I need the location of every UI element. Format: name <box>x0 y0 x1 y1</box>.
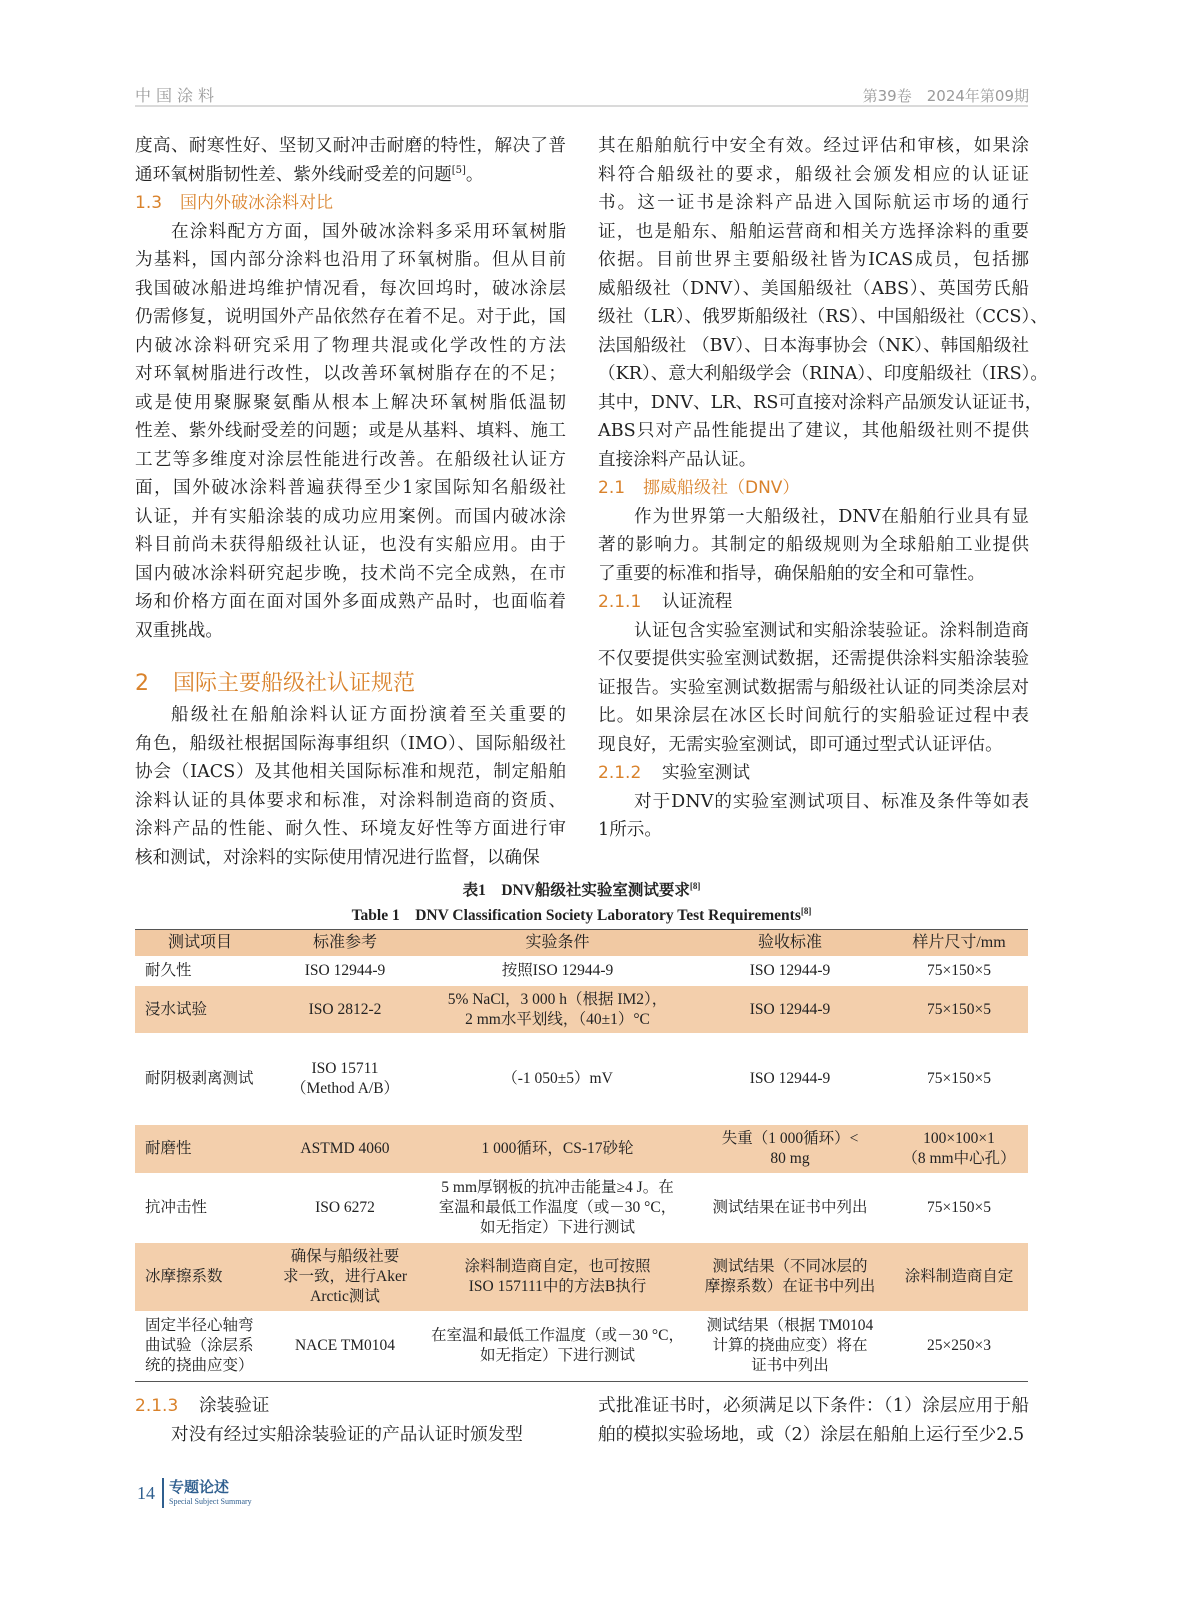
table-cell <box>265 1033 425 1125</box>
cell-line: 浸水试验 <box>145 1000 208 1018</box>
column-header: 标准参考 <box>312 934 377 951</box>
text-line: 不仅要提供实验室测试数据，还需提供涂料实船涂装验 <box>598 649 1029 669</box>
cell-line: 室温和最低工作温度（或－30 °C， <box>438 1199 677 1216</box>
cell-line: 测试结果（不同冰层的 <box>712 1258 868 1275</box>
page-number: 14 <box>137 1483 155 1503</box>
table-cell <box>890 1125 1028 1173</box>
cell-line: 涂料制造商自定，也可按照 <box>464 1258 651 1275</box>
cell-line: 固定半径心轴弯 <box>145 1316 254 1334</box>
text-line: 依据。目前世界主要船级社皆为ICAS成员，包括挪 <box>598 250 1029 270</box>
text-line: 其中，DNV、LR、RS可直接对涂料产品颁发认证证书， <box>598 392 1043 413</box>
section-title: 国际主要船级社认证规范 <box>173 671 416 696</box>
text-line: 料符合船级社的要求，船级社会颁发相应的认证证 <box>598 164 1029 185</box>
cell-line: 如无指定）下进行测试 <box>479 1219 635 1236</box>
table-cell <box>690 1033 890 1125</box>
footer-divider <box>162 1478 164 1508</box>
section-label-cn: 专题论述 <box>169 1478 230 1496</box>
cell-line: Arctic测试 <box>310 1288 380 1305</box>
header-divider <box>135 105 1028 107</box>
table-cell <box>425 1243 690 1311</box>
table-cell <box>425 1125 690 1173</box>
text-line: 法国船级社 （BV）、日本海事协会（NK）、韩国船级社 <box>598 335 1029 356</box>
text-line: 舶的模拟实验场地，或（2）涂层在船舶上运行至少2.5 <box>598 1424 1025 1445</box>
table-header-row <box>135 930 1028 957</box>
table-cell <box>135 956 265 986</box>
section-number: 2.1.1 <box>598 592 642 612</box>
section-number: 2 <box>135 671 149 696</box>
table-cell <box>135 1173 265 1243</box>
text-line: 比。如果涂层在冰区长时间航行的实船验证过程中表 <box>598 706 1029 726</box>
right-column <box>598 132 1049 845</box>
column-header: 实验条件 <box>525 934 590 951</box>
citation: [8] <box>689 880 701 891</box>
cell-line: 冰摩擦系数 <box>145 1268 223 1285</box>
cell-line: 75×150×5 <box>927 1199 991 1216</box>
table-cell <box>690 956 890 986</box>
cell-line: 100×100×1 <box>923 1130 995 1147</box>
cell-line: 按照ISO 12944-9 <box>501 962 614 979</box>
table-cell <box>690 1311 890 1381</box>
section-heading <box>598 759 1029 788</box>
section-heading <box>135 1392 566 1421</box>
table-cell <box>265 956 425 986</box>
cell-line: （-1 050±5）mV <box>502 1070 613 1087</box>
cell-line: （8 mm中心孔） <box>902 1150 1016 1167</box>
text-line: 为基料，国内部分涂料也沿用了环氧树脂。但从目前 <box>135 250 566 270</box>
citation: [8] <box>800 905 812 916</box>
caption-text: Table 1 DNV Classification Society Laboratory Test Requirements <box>351 907 801 924</box>
cell-line: ISO 2812-2 <box>308 1000 382 1018</box>
lab-test-table <box>135 929 1028 1382</box>
caption-text: 表1 DNV船级社实验室测试要求 <box>462 882 690 899</box>
table-cell <box>425 1033 690 1125</box>
text-line: ABS只对产品性能提出了建议，其他船级社则不提供 <box>598 421 1029 441</box>
bottom-left-column <box>135 1392 566 1449</box>
cell-line: 测试结果在证书中列出 <box>712 1199 868 1216</box>
table-row <box>135 1311 1028 1381</box>
table-cell <box>890 1311 1028 1381</box>
text-line: 在涂料配方方面，国外破冰涂料多采用环氧树脂 <box>171 221 566 242</box>
text-line: 著的影响力。其制定的船级规则为全球船舶工业提供 <box>598 535 1029 555</box>
text-line: 面，国外破冰涂料普遍获得至少1家国际知名船级社 <box>135 478 566 498</box>
text-line: 涂料认证的具体要求和标准，对涂料制造商的资质、 <box>135 790 566 811</box>
text-line: 其在船舶航行中安全有效。经过评估和审核，如果涂 <box>598 136 1029 156</box>
text-line: 证，也是船东、船舶运营商和相关方选择涂料的重要 <box>598 221 1029 242</box>
text-line: 证报告。实验室测试数据需与船级社认证的同类涂层对 <box>598 677 1029 698</box>
cell-line: 测试结果（根据 TM0104 <box>706 1316 874 1334</box>
text-line: 1所示。 <box>598 820 662 840</box>
section-title: 实验室测试 <box>662 763 750 783</box>
cell-line: 证书中列出 <box>751 1356 829 1374</box>
cell-line: 摩擦系数）在证书中列出 <box>704 1278 876 1295</box>
section-title: 认证流程 <box>662 592 733 612</box>
cell-line: 耐久性 <box>145 962 192 979</box>
table-cell <box>425 986 690 1033</box>
cell-line: ISO 12944-9 <box>749 1070 831 1087</box>
text-line: 国内破冰涂料研究起步晚，技术尚不完全成熟，在市 <box>135 563 566 584</box>
citation: [5] <box>451 164 466 176</box>
cell-line: 75×150×5 <box>927 962 991 979</box>
section-heading <box>135 667 566 701</box>
text-line: 了重要的标准和指导，确保船舶的安全和可靠性。 <box>598 563 986 584</box>
cell-line: ISO 12944-9 <box>304 962 386 979</box>
text-line: 内破冰涂料研究采用了物理共混或化学改性的方法 <box>135 335 566 356</box>
table-cell <box>425 1173 690 1243</box>
cell-line: 75×150×5 <box>927 1070 991 1087</box>
cell-line: 25×250×3 <box>927 1336 991 1354</box>
text-line: 场和价格方面在面对国外多面成熟产品时，也面临着 <box>135 592 566 612</box>
table-cell <box>265 1311 425 1381</box>
table-row <box>135 956 1028 986</box>
text-line: 威船级社（DNV）、美国船级社（ABS）、英国劳氏船 <box>598 278 1029 299</box>
journal-name: 中国涂料 <box>135 86 220 105</box>
bottom-right-column <box>598 1392 1029 1449</box>
table-row <box>135 1125 1028 1173</box>
text-line: 料目前尚未获得船级社认证，也没有实船应用。由于 <box>135 535 566 555</box>
cell-line: 求一致，进行Aker <box>283 1268 407 1285</box>
table-cell <box>690 986 890 1033</box>
table-cell <box>135 986 265 1033</box>
table-cell <box>135 1311 265 1381</box>
table-cell <box>890 1033 1028 1125</box>
text-line: 性差、紫外线耐受差的问题；或是从基料、填料、施工 <box>135 421 566 441</box>
text-line: 涂料产品的性能、耐久性、环境友好性等方面进行审 <box>135 819 566 839</box>
cell-line: 曲试验（涂层系 <box>145 1336 254 1354</box>
text-line: 式批准证书时，必须满足以下条件：（1）涂层应用于船 <box>598 1396 1029 1416</box>
text-line: 对于DNV的实验室测试项目、标准及条件等如表 <box>634 791 1029 812</box>
cell-line: 5% NaCl，3 000 h（根据 IM2）， <box>447 990 668 1008</box>
section-heading <box>598 588 1029 617</box>
text-line: 书。这一证书是涂料产品进入国际航运市场的通行 <box>598 193 1029 213</box>
issue-info: 第39卷 2024年第09期 <box>862 87 1029 105</box>
left-column <box>135 132 566 872</box>
cell-line: 80 mg <box>770 1150 810 1167</box>
text-line <box>135 161 566 190</box>
section-number: 2.1 <box>598 478 626 498</box>
text-line: 级社（LR）、俄罗斯船级社（RS）、中国船级社（CCS）、 <box>598 307 1048 327</box>
text-line: 或是使用聚脲聚氨酯从根本上解决环氧树脂低温韧 <box>135 392 566 413</box>
table-cell <box>690 1243 890 1311</box>
text-line: 工艺等多维度对涂层性能进行改善。在船级社认证方 <box>135 449 566 470</box>
section-number: 2.1.2 <box>598 763 642 783</box>
table-cell <box>135 1033 265 1125</box>
cell-line: 2 mm水平划线，（40±1）°C <box>465 1010 650 1028</box>
table-cell <box>265 986 425 1033</box>
table-row <box>135 1033 1028 1125</box>
cell-line: 涂料制造商自定 <box>904 1268 1014 1285</box>
text-line: 对没有经过实船涂装验证的产品认证时颁发型 <box>171 1424 523 1445</box>
cell-line: 确保与船级社要 <box>290 1248 400 1265</box>
text-line: 我国破冰船进坞维护情况看，每次回坞时，破冰涂层 <box>135 278 566 299</box>
table-cell <box>265 1173 425 1243</box>
text-line: 度高、耐寒性好、坚韧又耐冲击耐磨的特性，解决了普 <box>135 136 566 156</box>
cell-line: 5 mm厚钢板的抗冲击能量≥4 J。在 <box>441 1179 674 1196</box>
table-cell <box>265 1125 425 1173</box>
text-line: 协会（IACS）及其他相关国际标准和规范，制定船舶 <box>135 762 566 782</box>
cell-line: NACE TM0104 <box>294 1336 396 1354</box>
text-line: 仍需修复，说明国外产品依然存在着不足。对于此，国 <box>135 307 566 327</box>
text-line: 角色，船级社根据国际海事组织（IMO）、国际船级社 <box>135 733 566 754</box>
table-cell <box>890 956 1028 986</box>
cell-line: 如无指定）下进行测试 <box>479 1346 635 1364</box>
table-row <box>135 1243 1028 1311</box>
table-cell <box>425 956 690 986</box>
table-caption-en <box>135 903 1028 925</box>
section-title: 国内外破冰涂料对比 <box>180 193 333 213</box>
section-label-en: Special Subject Summary <box>169 1497 252 1506</box>
text-segment: 通环氧树脂韧性差、紫外线耐受差的问题 <box>135 164 452 185</box>
text-line: 认证，并有实船涂装的成功应用案例。而国内破冰涂 <box>135 506 566 527</box>
table-cell <box>135 1125 265 1173</box>
table-row <box>135 986 1028 1033</box>
section-title: 挪威船级社（DNV） <box>643 478 800 498</box>
cell-line: （Method A/B） <box>290 1080 400 1097</box>
text-line: 直接涂料产品认证。 <box>598 449 757 470</box>
text-line: 对环氧树脂进行改性，以改善环氧树脂存在的不足； <box>135 364 566 384</box>
cell-line: ASTMD 4060 <box>300 1140 390 1157</box>
table-cell <box>890 1173 1028 1243</box>
cell-line: ISO 12944-9 <box>749 1000 831 1018</box>
table-cell <box>890 986 1028 1033</box>
text-line: 船级社在船舶涂料认证方面扮演着至关重要的 <box>171 705 566 725</box>
table-cell <box>690 1125 890 1173</box>
cell-line: 1 000循环，CS-17砂轮 <box>481 1140 634 1157</box>
cell-line: 75×150×5 <box>927 1000 991 1018</box>
cell-line: 失重（1 000循环）< <box>721 1130 859 1147</box>
section-number: 1.3 <box>135 193 163 213</box>
cell-line: ISO 15711 <box>311 1060 379 1077</box>
table-cell <box>690 1173 890 1243</box>
table-cell <box>265 1243 425 1311</box>
section-heading <box>598 474 1029 503</box>
table-cell <box>135 1243 265 1311</box>
cell-line: ISO 157111中的方法B执行 <box>468 1278 647 1295</box>
section-title: 涂装验证 <box>199 1396 270 1416</box>
cell-line: ISO 12944-9 <box>749 962 831 979</box>
cell-line: 计算的挠曲应变）将在 <box>712 1336 868 1354</box>
cell-line: ISO 6272 <box>315 1199 375 1216</box>
text-line: 认证包含实验室测试和实船涂装验证。涂料制造商 <box>634 620 1029 641</box>
table-cell <box>425 1311 690 1381</box>
section-number: 2.1.3 <box>135 1396 179 1416</box>
text-line: 核和测试，对涂料的实际使用情况进行监督，以确保 <box>135 847 540 868</box>
text-line: （KR）、意大利船级学会（RINA）、印度船级社（IRS）。 <box>598 364 1049 384</box>
cell-line: 耐磨性 <box>145 1140 192 1157</box>
text-line: 现良好，无需实验室测试，即可通过型式认证评估。 <box>598 734 1003 755</box>
cell-line: 抗冲击性 <box>145 1199 208 1216</box>
table-cell <box>890 1243 1028 1311</box>
text-line: 作为世界第一大船级社，DNV在船舶行业具有显 <box>634 506 1029 527</box>
section-heading <box>135 189 566 218</box>
cell-line: 统的挠曲应变） <box>145 1356 254 1374</box>
cell-line: 在室温和最低工作温度（或－30 °C， <box>431 1326 684 1344</box>
cell-line: 耐阴极剥离测试 <box>145 1070 254 1087</box>
column-header: 样片尺寸/mm <box>912 934 1006 951</box>
table-row <box>135 1173 1028 1243</box>
column-header: 验收标准 <box>757 934 822 951</box>
text-line: 双重挑战。 <box>135 620 223 641</box>
text-segment: 。 <box>465 164 484 185</box>
table-caption-cn <box>135 878 1028 900</box>
column-header: 测试项目 <box>167 934 232 951</box>
